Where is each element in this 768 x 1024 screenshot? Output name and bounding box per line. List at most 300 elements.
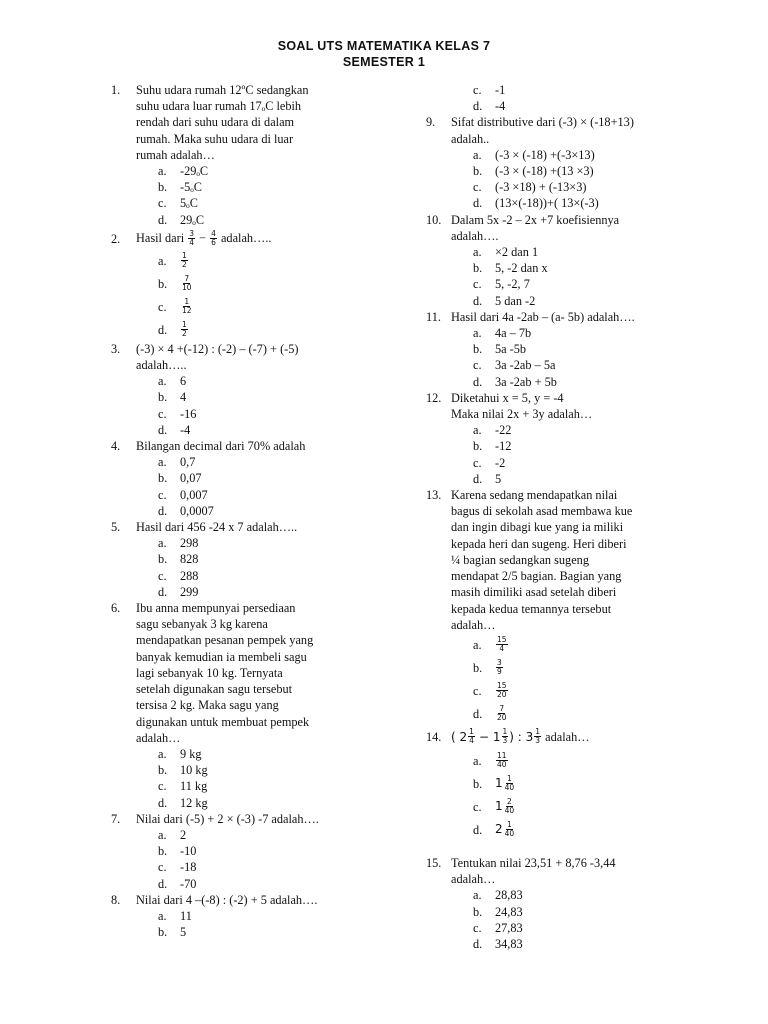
fraction-denominator: 9 (497, 666, 502, 676)
option-a (426, 633, 698, 656)
option-d (426, 195, 698, 211)
question-text: Hasil dari (136, 231, 185, 246)
question-text-line: ¼ bagian sedangkan sugeng (451, 552, 589, 567)
question-1 (111, 82, 371, 163)
question-text-line: adalah.. (451, 131, 490, 146)
question-text-line: tersisa 2 kg. Maka sagu yang (136, 698, 279, 713)
option-text: 299 (180, 584, 199, 599)
option-text: 0,07 (180, 471, 202, 486)
option-c (111, 859, 371, 875)
question-text-line: Bilangan decimal dari 70% adalah (136, 439, 306, 454)
option-text: 11 kg (180, 779, 208, 794)
option-text: 3a -2ab + 5b (495, 374, 557, 389)
option-b (111, 389, 371, 405)
mixed-whole: 2 (495, 822, 503, 837)
option-letter: d. (473, 196, 483, 211)
option-a (111, 535, 371, 551)
option-text: 828 (180, 552, 199, 567)
question-text-line: Nilai dari 4 –(-8) : (-2) + 5 adalah…. (136, 892, 318, 907)
fraction (181, 321, 188, 338)
question-text-line: Sifat distributive dari (-3) × (-18+13) (451, 115, 634, 130)
option-letter: d. (158, 422, 168, 437)
option-letter: c. (473, 455, 482, 470)
option-text: 5, -2, 7 (495, 277, 530, 292)
question-text: adalah… (545, 729, 590, 744)
option-c (426, 455, 698, 471)
question-number: 14. (426, 729, 442, 744)
option-letter: c. (158, 779, 167, 794)
option-text: ×2 dan 1 (495, 245, 539, 260)
option-letter: c. (473, 683, 482, 698)
option-text: 3a -2ab – 5a (495, 358, 556, 373)
option-letter: a. (158, 164, 167, 179)
option-text: 28,83 (495, 888, 523, 903)
option-letter: c. (158, 487, 167, 502)
option-letter: a. (158, 455, 167, 470)
fraction (496, 752, 508, 769)
fraction-numerator: 15 (497, 680, 507, 690)
question-text-line: Nilai dari (-5) + 2 × (-3) -7 adalah…. (136, 811, 319, 826)
fraction-denominator: 12 (182, 305, 192, 315)
option-b (111, 551, 371, 567)
question-text-line: adalah…. (451, 228, 499, 243)
question-number: 5. (111, 520, 121, 535)
math-expression: − 1 (479, 729, 501, 744)
question-2 (111, 228, 371, 249)
option-b (426, 260, 698, 276)
option-text: 0,0007 (180, 503, 214, 518)
option-c (111, 406, 371, 422)
fraction-numerator: 1 (535, 727, 541, 737)
mixed-whole: 1 (495, 776, 503, 791)
fraction-denominator: 40 (504, 805, 515, 815)
option-b (426, 438, 698, 454)
question-4 (111, 438, 371, 454)
option-text: (-3 × (-18) +(13 ×3) (495, 164, 594, 179)
question-3 (111, 341, 371, 373)
option-b (111, 470, 371, 486)
option-letter: d. (158, 584, 168, 599)
option-letter: d. (158, 212, 168, 227)
question-5 (111, 519, 371, 535)
fraction (496, 705, 508, 722)
option-letter: a. (158, 374, 167, 389)
option-b (111, 272, 371, 295)
option-letter: d. (473, 293, 483, 308)
option-text: 5 (180, 925, 187, 940)
fraction-denominator: 4 (189, 237, 195, 247)
fraction-numerator: 15 (497, 634, 507, 644)
option-d (426, 702, 698, 725)
option-c (426, 679, 698, 702)
question-text-line: mendapatkan pesanan pempek yang (136, 633, 314, 648)
fraction (181, 252, 188, 269)
option-text: (-3 × (-18) +(-3×13) (495, 147, 595, 162)
question-text-line: kepada heri dan sugeng. Heri diberi (451, 536, 627, 551)
option-letter: c. (473, 277, 482, 292)
option-b (426, 904, 698, 920)
option-text: (13×(-18))+( 13×(-3) (495, 196, 599, 211)
option-text: -70 (180, 876, 197, 891)
fraction-numerator: 2 (507, 796, 512, 806)
fraction-numerator: 1 (182, 319, 187, 329)
option-letter: b. (473, 439, 483, 454)
option-text: 4a – 7b (495, 326, 532, 341)
document-subtitle: SEMESTER 1 (342, 55, 426, 69)
option-c (426, 82, 698, 98)
option-text: -2 (495, 455, 506, 470)
option-text: 29ₒC (180, 212, 205, 227)
option-letter: d. (158, 795, 168, 810)
option-letter: a. (158, 908, 167, 923)
option-text: 11 (180, 908, 192, 923)
option-d (111, 318, 371, 341)
question-text-line: Karena sedang mendapatkan nilai (451, 488, 618, 503)
fraction (502, 728, 509, 745)
option-text: -18 (180, 860, 197, 875)
option-letter: a. (158, 253, 167, 268)
fraction-denominator: 2 (182, 259, 187, 269)
option-b (426, 772, 698, 795)
option-a (426, 422, 698, 438)
fraction (504, 775, 516, 792)
document-title: SOAL UTS MATEMATIKA KELAS 7 (277, 39, 491, 53)
option-letter: c. (158, 299, 167, 314)
option-d (111, 503, 371, 519)
option-letter: d. (473, 471, 483, 486)
option-text: -5ₒC (180, 180, 202, 195)
question-number: 12. (426, 390, 442, 405)
fraction-numerator: 7 (184, 273, 190, 283)
question-number: 1. (111, 83, 121, 97)
option-letter: c. (158, 406, 167, 421)
option-letter: b. (158, 276, 168, 291)
question-text-line: masih dimiliki asad setelah diberi (451, 585, 617, 600)
question-text-line: kepada kedua temannya tersebut (451, 601, 612, 616)
option-text: -1 (495, 83, 506, 97)
option-letter: d. (158, 322, 168, 337)
question-number: 9. (426, 115, 436, 130)
option-letter: b. (158, 180, 168, 195)
fraction-denominator: 4 (469, 736, 474, 746)
option-letter: b. (158, 390, 168, 405)
option-letter: b. (473, 261, 483, 276)
option-letter: b. (473, 342, 483, 357)
option-a (426, 147, 698, 163)
option-letter: c. (473, 180, 482, 195)
question-text-line: Maka nilai 2x + 3y adalah… (451, 407, 593, 422)
option-c (426, 179, 698, 195)
option-a (426, 244, 698, 260)
question-number: 8. (111, 892, 121, 907)
fraction-numerator: 1 (184, 296, 190, 306)
question-text-line: sagu sebanyak 3 kg karena (136, 617, 268, 632)
option-text: -29ₒC (180, 164, 209, 179)
option-d (111, 876, 371, 892)
option-letter: d. (473, 706, 483, 721)
option-a (426, 325, 698, 341)
fraction (496, 682, 508, 699)
question-7 (111, 811, 371, 827)
question-number: 3. (111, 341, 121, 356)
fraction (181, 275, 193, 292)
question-text-line: Tentukan nilai 23,51 + 8,76 -3,44 (451, 855, 616, 870)
option-letter: a. (473, 753, 482, 768)
question-10 (426, 212, 698, 244)
option-d (111, 584, 371, 600)
option-a (111, 827, 371, 843)
option-a (111, 163, 371, 179)
question-text-line: mendapat 2/5 bagian. Bagian yang (451, 569, 622, 584)
question-6 (111, 600, 371, 746)
question-text-line: adalah… (136, 730, 181, 745)
option-text: 0,007 (180, 487, 208, 502)
option-letter: c. (473, 83, 482, 97)
question-text-line: Hasil dari 4a -2ab – (a- 5b) adalah…. (451, 309, 635, 324)
option-d (111, 795, 371, 811)
question-text: adalah….. (220, 231, 272, 246)
option-text: 34,83 (495, 936, 523, 951)
fraction-numerator: 3 (497, 657, 502, 667)
fraction (504, 821, 516, 838)
option-c (111, 195, 371, 211)
question-text-line: dan ingin dibagi kue yang ia miliki (451, 520, 624, 535)
option-b (111, 843, 371, 859)
question-13 (426, 487, 698, 633)
question-text-line: Ibu anna mempunyai persediaan (136, 601, 296, 616)
option-text: 2 (180, 827, 187, 842)
fraction-numerator: 7 (499, 703, 505, 713)
option-letter: b. (158, 552, 168, 567)
question-11 (426, 309, 698, 325)
right-column (426, 82, 698, 952)
option-text: 5 (495, 471, 502, 486)
option-text: 9 kg (180, 746, 202, 761)
option-text: (-3 ×18) + (-13×3) (495, 180, 587, 195)
option-text: 10 kg (180, 763, 208, 778)
fraction-numerator: 1 (507, 773, 512, 783)
question-text-line: bagus di sekolah asad membawa kue (451, 504, 633, 519)
option-d (426, 818, 698, 841)
fraction-denominator: 10 (182, 282, 192, 292)
option-c (111, 778, 371, 794)
fraction-denominator: 3 (535, 736, 541, 746)
option-letter: d. (473, 99, 483, 114)
option-text: 4 (180, 390, 187, 405)
option-letter: a. (473, 423, 482, 438)
question-text-line: Hasil dari 456 -24 x 7 adalah….. (136, 520, 298, 535)
question-text-line: Diketahui x = 5, y = -4 (451, 390, 564, 405)
fraction-numerator: 4 (211, 228, 216, 238)
question-number: 15. (426, 855, 442, 870)
option-d (426, 936, 698, 952)
question-number: 10. (426, 212, 442, 227)
option-text: -10 (180, 844, 197, 859)
option-letter: b. (473, 776, 483, 791)
option-text: -4 (495, 99, 506, 114)
option-letter: d. (158, 503, 168, 518)
option-d (426, 374, 698, 390)
option-b (426, 163, 698, 179)
option-text: 5 dan -2 (495, 293, 536, 308)
fraction-denominator: 6 (211, 237, 216, 247)
option-d (426, 98, 698, 114)
option-letter: a. (473, 245, 482, 260)
option-letter: b. (158, 844, 168, 859)
math-operator: − (199, 231, 207, 246)
option-d (111, 212, 371, 228)
option-letter: a. (158, 746, 167, 761)
fraction-denominator: 40 (504, 828, 515, 838)
fraction-numerator: 11 (497, 750, 507, 760)
option-b (111, 924, 371, 940)
option-letter: b. (158, 471, 168, 486)
option-text: 5a -5b (495, 342, 527, 357)
question-text-line: rendah dari suhu udara di dalam (136, 115, 295, 130)
fraction-denominator: 40 (504, 782, 515, 792)
option-letter: b. (158, 925, 168, 940)
option-letter: a. (473, 888, 482, 903)
option-text: -12 (495, 439, 512, 454)
option-a (111, 454, 371, 470)
fraction-numerator: 1 (507, 819, 512, 829)
mixed-whole: 1 (495, 799, 503, 814)
option-text: 5ₒC (180, 196, 198, 211)
option-text: 12 kg (180, 795, 208, 810)
question-text-line: lagi sebanyak 10 kg. Ternyata (136, 665, 283, 680)
question-text-line: setelah digunakan sagu tersebut (136, 682, 293, 697)
option-letter: c. (158, 860, 167, 875)
option-letter: a. (473, 326, 482, 341)
option-d (426, 471, 698, 487)
option-a (426, 749, 698, 772)
option-letter: d. (158, 876, 168, 891)
question-text-line: suhu udara luar rumah 17ₒC lebih (136, 99, 302, 114)
option-text: 298 (180, 536, 199, 551)
option-letter: a. (158, 536, 167, 551)
question-text-line: Suhu udara rumah 12ºC sedangkan (136, 83, 309, 97)
question-text-line: adalah… (451, 872, 496, 887)
option-c (426, 357, 698, 373)
fraction (468, 728, 475, 745)
question-number: 13. (426, 488, 442, 503)
fraction-denominator: 2 (182, 328, 187, 338)
option-c (111, 568, 371, 584)
option-a (111, 373, 371, 389)
fraction-numerator: 1 (502, 727, 508, 737)
option-letter: c. (473, 799, 482, 814)
option-text: 288 (180, 568, 199, 583)
option-c (111, 295, 371, 318)
question-number: 7. (111, 811, 121, 826)
question-8 (111, 892, 371, 908)
fraction-denominator: 3 (502, 736, 508, 746)
question-text-line: digunakan untuk membuat pempek (136, 714, 310, 729)
option-b (111, 179, 371, 195)
fraction (534, 728, 541, 745)
option-b (111, 762, 371, 778)
option-letter: d. (473, 374, 483, 389)
fraction-numerator: 3 (189, 228, 195, 238)
option-letter: b. (158, 763, 168, 778)
fraction-numerator: 1 (469, 727, 474, 737)
math-expression: ) : 3 (509, 729, 534, 744)
option-letter: b. (473, 660, 483, 675)
fraction-denominator: 40 (497, 759, 507, 769)
option-text: -4 (180, 422, 191, 437)
fraction (210, 230, 217, 247)
option-letter: a. (473, 637, 482, 652)
fraction-numerator: 1 (182, 250, 187, 260)
option-letter: a. (473, 147, 482, 162)
left-column (111, 82, 371, 940)
question-text-line: rumah adalah… (136, 147, 215, 162)
option-letter: b. (473, 904, 483, 919)
option-c (426, 795, 698, 818)
question-15 (426, 855, 698, 887)
fraction (181, 298, 193, 315)
question-text-line: adalah….. (136, 358, 187, 373)
fraction (496, 636, 508, 653)
question-text-line: Dalam 5x -2 – 2x +7 koefisiennya (451, 212, 620, 227)
question-text-line: rumah. Maka suhu udara di luar (136, 131, 294, 146)
option-b (426, 341, 698, 357)
option-b (426, 656, 698, 679)
question-14 (426, 725, 698, 749)
option-a (111, 908, 371, 924)
fraction (496, 659, 503, 676)
question-text-line: adalah… (451, 617, 496, 632)
question-text-line: (-3) × 4 +(-12) : (-2) – (-7) + (-5) (136, 341, 299, 356)
option-d (111, 422, 371, 438)
question-9 (426, 114, 698, 146)
option-letter: c. (158, 196, 167, 211)
option-letter: d. (473, 822, 483, 837)
option-letter: c. (158, 568, 167, 583)
option-letter: d. (473, 936, 483, 951)
option-d (426, 293, 698, 309)
option-text: -22 (495, 423, 512, 438)
option-text: -16 (180, 406, 197, 421)
question-12 (426, 390, 698, 422)
question-text-line: banyak kemudian ia membeli sagu (136, 649, 307, 664)
fraction-denominator: 4 (499, 643, 505, 653)
fraction (504, 798, 516, 815)
option-text: 27,83 (495, 920, 523, 935)
option-text: 6 (180, 374, 187, 389)
fraction (188, 230, 195, 247)
option-letter: c. (473, 358, 482, 373)
option-letter: b. (473, 164, 483, 179)
option-c (426, 276, 698, 292)
option-c (111, 487, 371, 503)
fraction-denominator: 20 (497, 689, 507, 699)
option-text: 5, -2 dan x (495, 261, 548, 276)
option-text: 0,7 (180, 455, 196, 470)
option-text: 24,83 (495, 904, 523, 919)
option-letter: c. (473, 920, 482, 935)
option-a (426, 887, 698, 903)
question-number: 11. (426, 309, 441, 324)
question-number: 4. (111, 439, 121, 454)
option-letter: a. (158, 827, 167, 842)
option-a (111, 249, 371, 272)
option-c (426, 920, 698, 936)
option-a (111, 746, 371, 762)
fraction-denominator: 20 (497, 712, 507, 722)
question-number: 2. (111, 231, 121, 246)
question-number: 6. (111, 601, 121, 616)
